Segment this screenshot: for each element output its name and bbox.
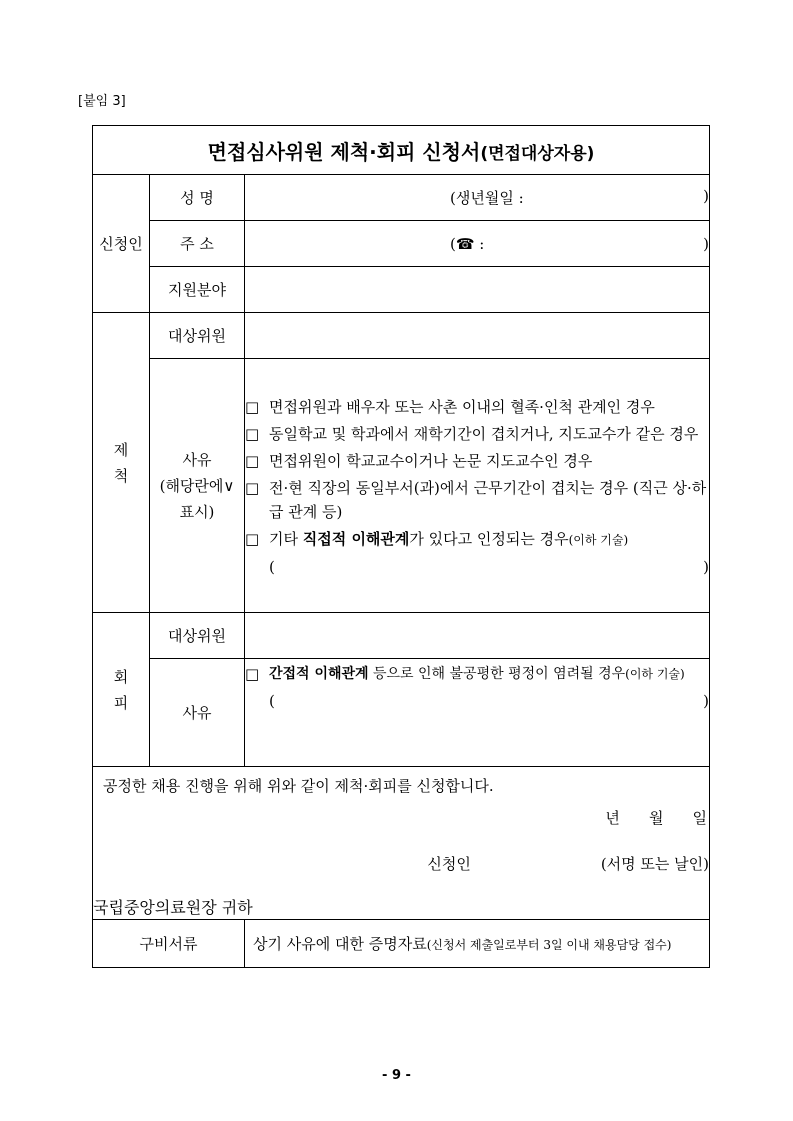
documents-label: 구비서류 [93,920,245,968]
exclusion-other-small: (이하 기술) [568,533,629,547]
avoidance-target-input[interactable] [245,613,710,659]
field-label: 지원분야 [150,267,245,313]
applicant-group-label: 신청인 [93,175,150,313]
avoidance-other-input[interactable] [245,689,709,713]
form-title-row [93,126,710,175]
paren-close: ) [703,692,710,710]
exclusion-item-2[interactable] [245,422,709,446]
exclusion-reason-list [245,359,710,613]
declaration-row [93,767,710,920]
checkbox[interactable]: □ [245,530,260,548]
avoidance-item-bold: 간접적 이해관계 [269,666,369,682]
declaration-applicant-label: 신청인 [427,855,471,873]
avoidance-target-label: 대상위원 [150,613,245,659]
paren-open: ( [269,558,275,576]
checkbox[interactable]: □ [245,398,260,416]
attachment-label: [붙임 3] [78,94,126,109]
exclusion-other-bold: 직접적 이해관계 [302,530,410,548]
declaration [93,767,710,920]
form-title-sub: (면접대상자용) [480,143,595,164]
avoidance-item-text [269,662,709,686]
declaration-signature-line [93,853,709,875]
exclusion-reason-label-1: 사유 [182,450,212,469]
form-title-main: 면접심사위원 제척·회피 신청서 [207,139,481,164]
name-label: 성 명 [150,175,245,221]
exclusion-target-row [93,313,710,359]
exclusion-reason-label [150,359,245,613]
name-row [93,175,710,221]
declaration-sign-label[interactable]: (서명 또는 날인) [600,855,710,873]
exclusion-target-input[interactable] [245,313,710,359]
address-label: 주 소 [150,221,245,267]
avoidance-item[interactable] [245,662,709,686]
paren-close: ) [703,558,710,576]
phone-close: ) [703,234,710,253]
avoidance-reason-list [245,659,710,767]
name-field[interactable] [245,175,710,221]
checkbox[interactable]: □ [245,425,260,443]
avoidance-group-label: 회 피 [93,613,150,767]
exclusion-item-1[interactable] [245,395,709,419]
exclusion-other-text [269,527,709,552]
paren-open: ( [269,692,275,710]
exclusion-group-label: 제 척 [93,313,150,613]
exclusion-other-prefix: 기타 [269,530,303,548]
exclusion-item-text: 면접위원이 학교교수이거나 논문 지도교수인 경우 [269,452,593,470]
documents-row [93,920,710,968]
exclusion-target-label: 대상위원 [150,313,245,359]
field-input[interactable] [245,267,710,313]
field-row [93,267,710,313]
birth-date-label: (생년월일 : [450,189,524,207]
exclusion-item-other[interactable] [245,527,709,552]
phone-label: (☎ : [450,234,485,253]
avoidance-item-body: 등으로 인해 불공평한 평정이 염려될 경우 [368,666,626,682]
exclusion-reason-label-2: (해당란에∨ [159,476,235,495]
exclusion-other-suffix: 가 있다고 인정되는 경우 [409,530,569,548]
declaration-statement: 공정한 채용 진행을 위해 위와 같이 제척·회피를 신청합니다. [103,777,494,795]
checkbox[interactable]: □ [245,452,260,470]
avoidance-reason-row [93,659,710,767]
documents-value [245,920,710,968]
exclusion-item-text: 면접위원과 배우자 또는 사촌 이내의 혈족·인척 관계인 경우 [269,398,655,416]
exclusion-reason-label-3: 표시) [179,502,215,521]
avoidance-item-small: (이하 기술) [625,667,685,681]
exclusion-reason-row [93,359,710,613]
exclusion-item-text: 전·현 직장의 동일부서(과)에서 근무기간이 겹치는 경우 (직근 상·하급 관계 등) [269,479,707,521]
application-form [92,125,710,968]
declaration-addressee: 국립중앙의료원장 귀하 [93,898,253,917]
checkbox[interactable]: □ [245,665,260,683]
declaration-date[interactable]: 년 월 일 [605,809,710,827]
avoidance-reason-label: 사유 [150,659,245,767]
exclusion-item-text: 동일학교 및 학과에서 재학기간이 겹치거나, 지도교수가 같은 경우 [269,425,699,443]
exclusion-other-input[interactable] [245,555,709,579]
checkbox[interactable]: □ [245,479,260,497]
documents-text: 상기 사유에 대한 증명자료 [253,935,427,953]
form-title [93,126,710,175]
birth-date-close: ) [703,187,710,205]
address-field[interactable] [245,221,710,267]
avoidance-target-row [93,613,710,659]
page-number: - 9 - [382,1068,411,1083]
exclusion-item-3[interactable] [245,449,709,473]
address-row [93,221,710,267]
documents-small: (신청서 제출일로부터 3일 이내 채용담당 접수) [426,938,672,952]
exclusion-item-4[interactable] [245,476,709,524]
